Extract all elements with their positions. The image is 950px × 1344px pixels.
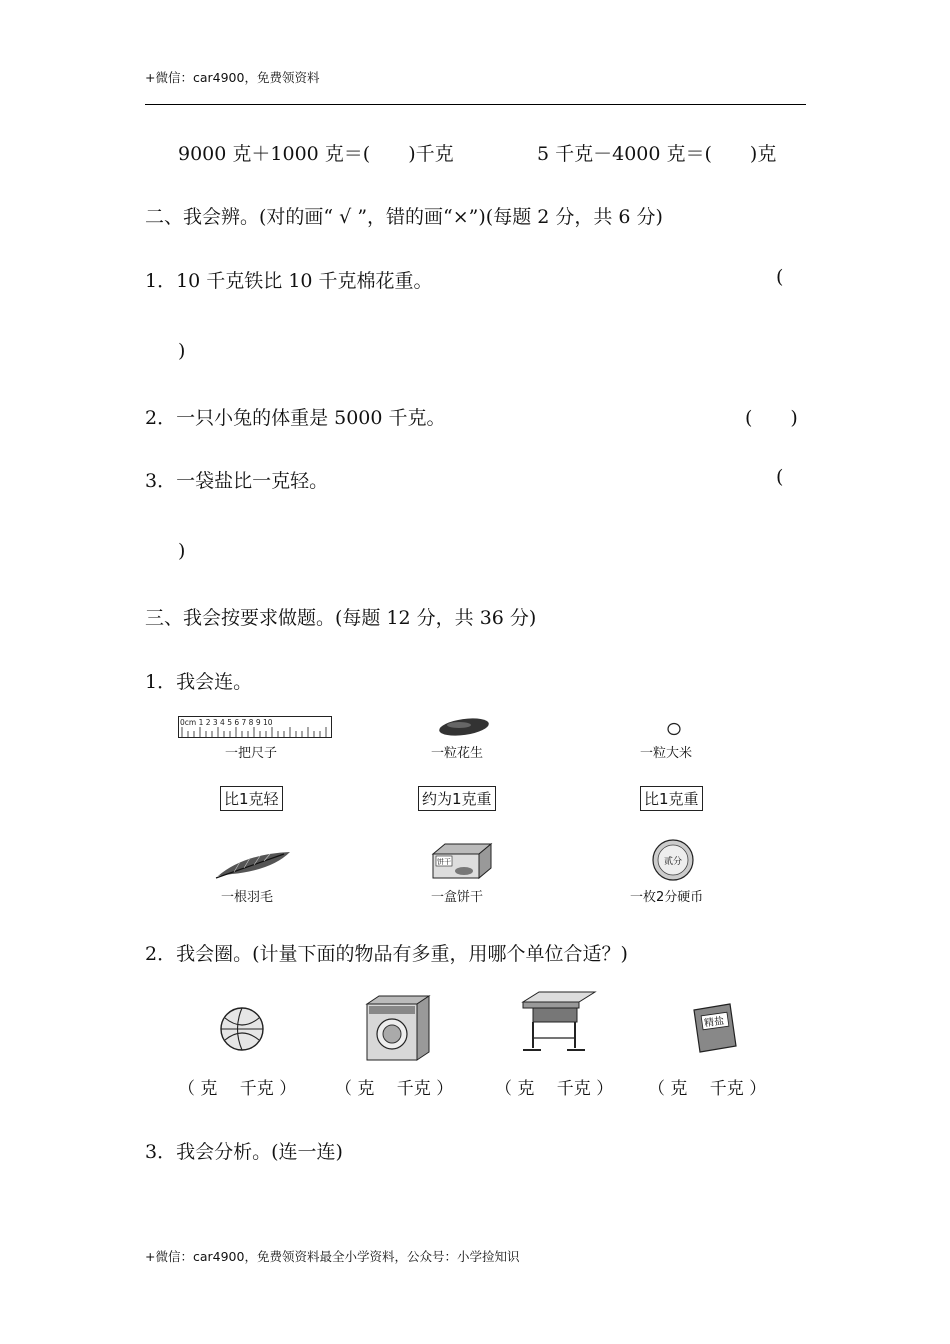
unit-choice-salt[interactable]: （ 克 千克 ） <box>648 1079 767 1099</box>
ruler-icon <box>178 716 332 738</box>
q1-title: 1．我会连。 <box>145 671 253 693</box>
option-heavier-than-1g[interactable]: 比1克重 <box>640 786 703 811</box>
biscuit-box-text: 饼干 <box>437 858 451 866</box>
desk-icon <box>519 990 599 1056</box>
judge-item-1-bracket-open[interactable]: ( <box>776 266 784 288</box>
judge-item-3-bracket-close: ) <box>178 540 186 562</box>
item-biscuit-label: 一盒饼干 <box>431 890 484 905</box>
page-footer: +微信：car4900，免费领资料最全小学资料，公众号：小学捡知识 <box>145 1249 520 1264</box>
item-peanut-label: 一粒花生 <box>431 746 484 761</box>
coin-text: 贰分 <box>664 857 683 867</box>
judge-item-2: 2．一只小兔的体重是 5000 千克。 <box>145 407 446 429</box>
salt-bag-icon <box>690 1002 740 1054</box>
unit-choice-desk[interactable]: （ 克 千克 ） <box>495 1079 614 1099</box>
q2-title: 2．我会圈。(计量下面的物品有多重，用哪个单位合适？) <box>145 943 628 965</box>
salt-bag-text: 精盐 <box>703 1015 725 1030</box>
header-divider <box>145 104 806 105</box>
section2-heading: 二、我会辨。(对的画“ √ ”，错的画“×”)(每题 2 分，共 6 分) <box>145 206 663 228</box>
judge-item-1-bracket-close: ) <box>178 340 186 362</box>
coin-icon <box>651 838 695 882</box>
item-coin-label: 一枚2分硬币 <box>630 890 704 905</box>
judge-item-2-bracket[interactable]: ( ) <box>745 407 798 429</box>
judge-item-1: 1．10 千克铁比 10 千克棉花重。 <box>145 270 433 292</box>
page-header: +微信：car4900，免费领资料 <box>145 70 320 85</box>
biscuit-box-icon <box>431 842 493 880</box>
feather-icon <box>214 848 292 880</box>
item-rice-label: 一粒大米 <box>640 746 693 761</box>
equation-kg: 9000 克＋1000 克＝( )千克 <box>178 143 454 165</box>
judge-item-3-bracket-open[interactable]: ( <box>776 466 784 488</box>
peanut-icon <box>437 716 491 738</box>
ruler-tick-labels: 0cm 1 2 3 4 5 6 7 8 9 10 <box>180 718 273 727</box>
q3-title: 3．我会分析。(连一连) <box>145 1141 343 1163</box>
option-about-1g[interactable]: 约为1克重 <box>418 786 496 811</box>
washing-machine-icon <box>365 994 431 1062</box>
rice-grain-icon <box>664 720 684 738</box>
unit-choice-washing-machine[interactable]: （ 克 千克 ） <box>335 1079 454 1099</box>
option-lighter-than-1g[interactable]: 比1克轻 <box>220 786 283 811</box>
item-ruler-label: 一把尺子 <box>225 746 278 761</box>
section3-heading: 三、我会按要求做题。(每题 12 分，共 36 分) <box>145 607 537 629</box>
item-feather-label: 一根羽毛 <box>221 890 274 905</box>
basketball-icon <box>219 1006 265 1052</box>
unit-choice-basketball[interactable]: （ 克 千克 ） <box>178 1079 297 1099</box>
judge-item-3: 3．一袋盐比一克轻。 <box>145 470 329 492</box>
equation-g: 5 千克－4000 克＝( )克 <box>537 143 777 165</box>
